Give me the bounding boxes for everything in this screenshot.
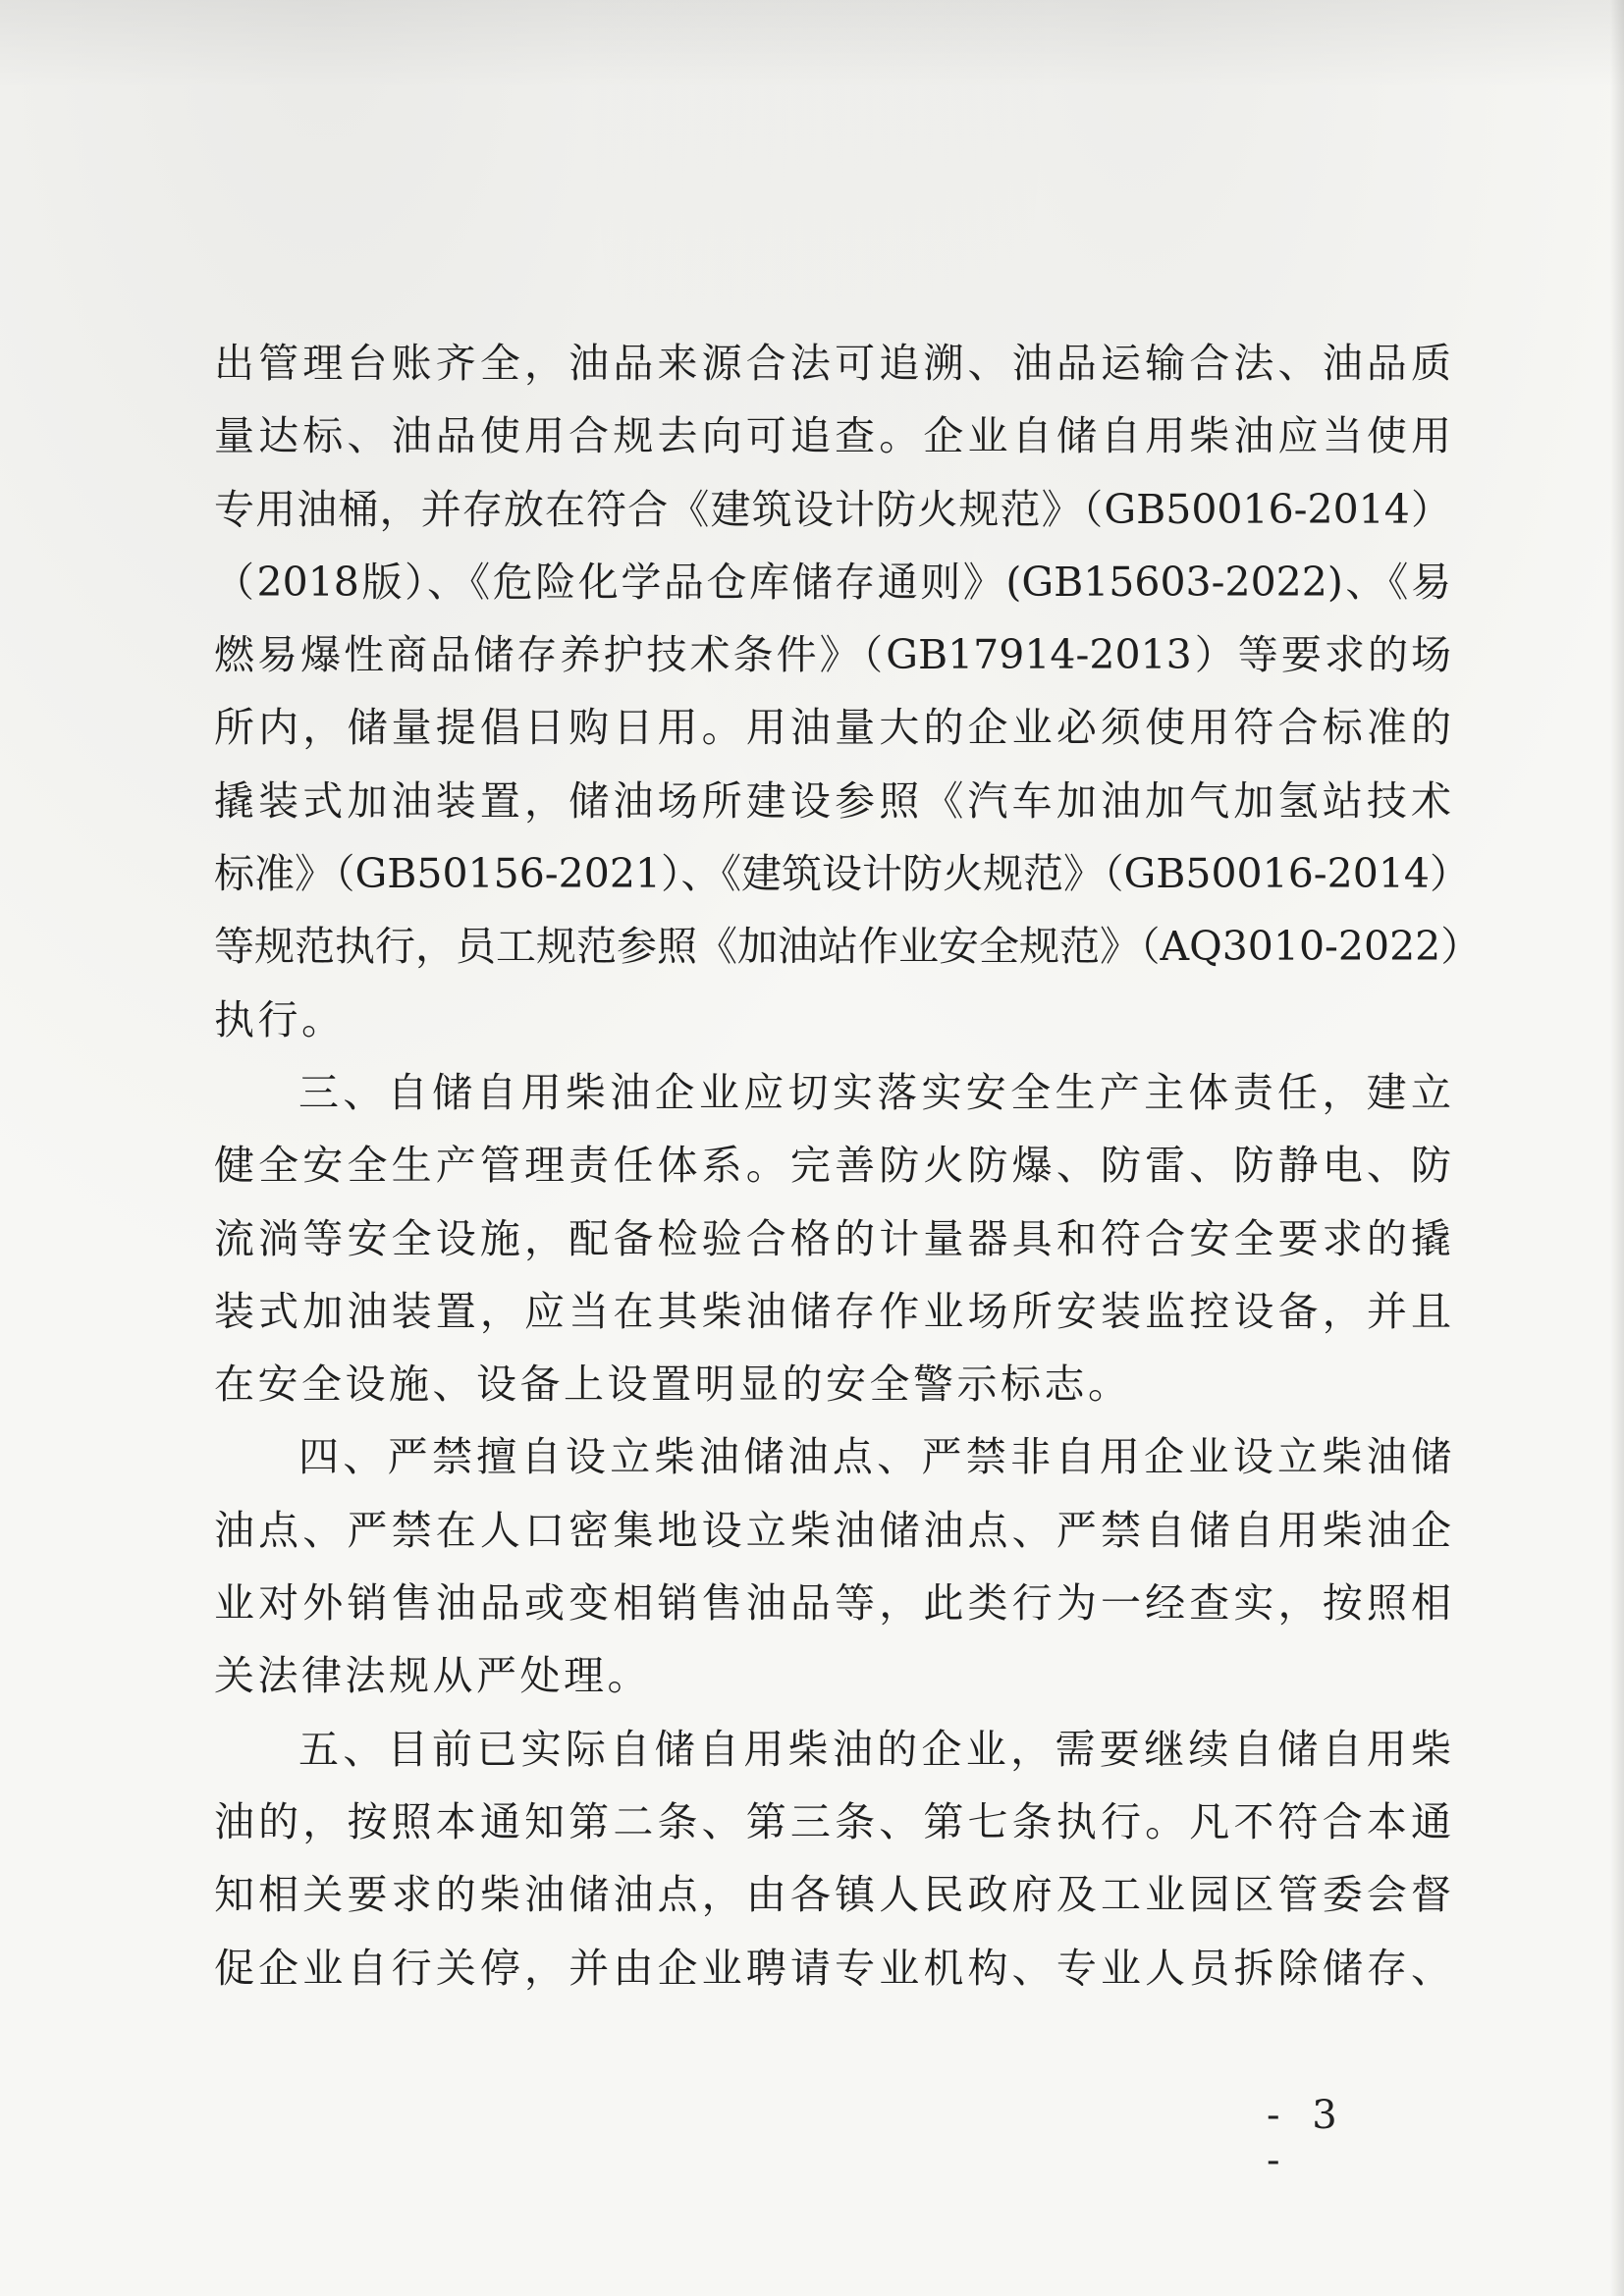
text-line: 业对外销售油品或变相销售油品等，此类行为一经查实，按照相 [214, 1579, 1451, 1628]
text-line: 所内，储量提倡日购日用。用油量大的企业必须使用符合标准的 [214, 704, 1451, 752]
text-line: 标准》（GB50156-2021）、《建筑设计防火规范》（GB50016-2014） [214, 850, 1471, 898]
text-line: 流淌等安全设施，配备检验合格的计量器具和符合安全要求的撬 [214, 1214, 1451, 1262]
text-line: 促企业自行关停，并由企业聘请专业机构、专业人员拆除储存、 [214, 1944, 1451, 1992]
text-line: 燃易爆性商品储存养护技术条件》（GB17914-2013）等要求的场 [214, 631, 1451, 679]
text-line: 装式加油装置，应当在其柴油储存作业场所安装监控设备，并且 [214, 1287, 1451, 1335]
text-line: 健全安全生产管理责任体系。完善防火防爆、防雷、防静电、防 [214, 1142, 1451, 1190]
scan-shadow-right [1610, 0, 1624, 2296]
paragraph-start-line: 四、严禁擅自设立柴油储油点、严禁非自用企业设立柴油储 [298, 1433, 1451, 1481]
text-line: （2018版）、《危险化学品仓库储存通则》(GB15603-2022)、《易 [214, 558, 1451, 606]
paragraph-start-line: 五、目前已实际自储自用柴油的企业，需要继续自储自用柴 [298, 1725, 1451, 1773]
page-number: - 3 - [1267, 2093, 1347, 2183]
text-line: 专用油桶，并存放在符合《建筑设计防火规范》（GB50016-2014） [214, 485, 1451, 533]
paragraph-start-line: 三、自储自用柴油企业应切实落实安全生产主体责任，建立 [298, 1068, 1451, 1116]
text-line: 等规范执行，员工规范参照《加油站作业安全规范》（AQ3010-2022） [214, 923, 1482, 971]
text-line: 量达标、油品使用合规去向可追查。企业自储自用柴油应当使用 [214, 412, 1451, 460]
document-body [214, 327, 1482, 2004]
text-line: 知相关要求的柴油储油点，由各镇人民政府及工业园区管委会督 [214, 1871, 1451, 1919]
text-line: 执行。 [214, 995, 346, 1043]
text-line: 撬装式加油装置，储油场所建设参照《汽车加油加气加氢站技术 [214, 776, 1451, 825]
text-line: 出管理台账齐全，油品来源合法可追溯、油品运输合法、油品质 [214, 340, 1451, 387]
scan-shadow-top [0, 0, 1624, 88]
text-line: 在安全设施、设备上设置明显的安全警示标志。 [214, 1361, 1132, 1409]
text-line: 关法律法规从严处理。 [214, 1652, 651, 1700]
text-line: 油点、严禁在人口密集地设立柴油储油点、严禁自储自用柴油企 [214, 1506, 1451, 1554]
text-line: 油的，按照本通知第二条、第三条、第七条执行。凡不符合本通 [214, 1797, 1451, 1845]
